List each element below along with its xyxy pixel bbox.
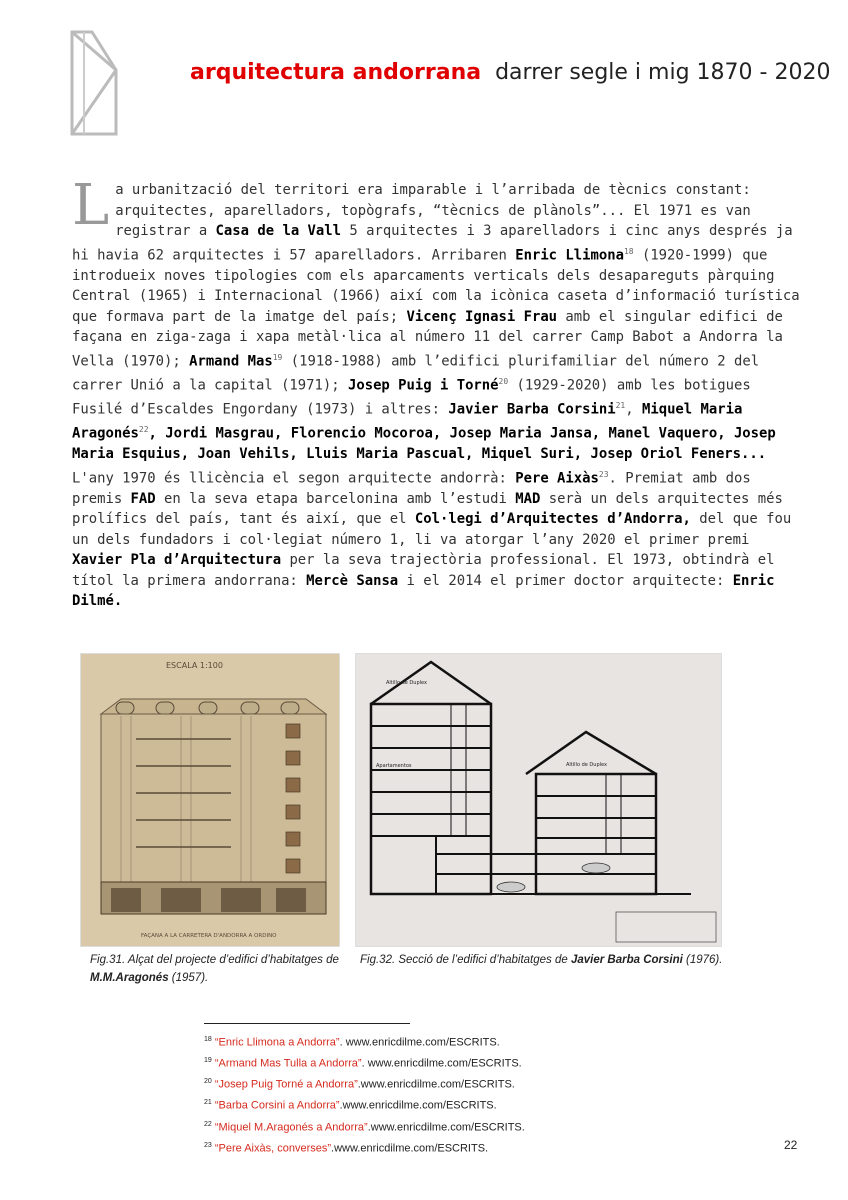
caption-text: Fig.32. Secció de l’edifici d’habitatges de (360, 954, 571, 966)
footnote-ref: 23 (598, 469, 609, 479)
text-seg: (1929-2020) amb les botigues Fusilé d’Escaldes Engordany (1973) i altres: (72, 377, 751, 418)
dropcap: L (72, 173, 110, 238)
text-bold: Javier Barba Corsini (448, 401, 616, 418)
section-label-top2: Altillo de Duplex (566, 762, 607, 768)
footnote-item: $^{20}$ “Josep Puig Torné a Andorra”.www.enricdilme.com/ESCRITS. (204, 1078, 515, 1091)
figure-facade-drawing (80, 653, 340, 947)
section-illustration (356, 654, 721, 946)
text-bold: Armand Mas (189, 353, 273, 370)
text-seg: del que fou un dels fundadors i col·legiat número 1, li va atorgar l’any 2020 el primer premi (72, 511, 792, 548)
caption-author: M.M.Aragonés (90, 972, 169, 984)
footnote-ref: 18 (623, 246, 634, 256)
text-bold: FAD (130, 490, 156, 507)
text-bold: Mercè Sansa (306, 572, 399, 589)
text-bold: Enric Llimona (515, 247, 624, 264)
text-bold: Enric Dilmé. (72, 572, 775, 610)
footnote-link[interactable]: “Josep Puig Torné a Andorra” (214, 1078, 358, 1091)
figure-32-caption (360, 951, 730, 969)
caption-text: (1957). (168, 972, 209, 984)
footnote-item: $^{23}$ “Pere Aixàs, converses”.www.enricdilme.com/ESCRITS. (204, 1141, 489, 1155)
text-bold: Col·legi d’Arquitectes d’Andorra, (414, 511, 691, 528)
text-seg: (1918-1988) amb l’edifici plurifamiliar del número 2 del carrer Unió a la capital (1971); (72, 353, 760, 394)
text-seg: serà un dels arquitectes més prolífics del país, tant és així, que el (72, 490, 783, 528)
main-paragraph (72, 173, 802, 612)
text-bold: Vicenç Ignasi Frau (406, 308, 558, 325)
footnote-item: $^{18}$ “Enric Llimona a Andorra”. www.enricdilme.com/ESCRITS. (204, 1036, 500, 1049)
footnote-link[interactable]: “Barba Corsini a Andorra” (214, 1100, 340, 1113)
caption-text: Fig.31. Alçat del projecte d’edifici d’habitatges de (90, 954, 339, 966)
footnote-link[interactable]: “Armand Mas Tulla a Andorra” (214, 1057, 362, 1070)
footnote-item: $^{21}$ “Barba Corsini a Andorra”.www.enricdilme.com/ESCRITS. (204, 1099, 497, 1113)
footnotes (204, 1031, 525, 1158)
facade-bottom-label: FAÇANA A LA CARRETERA D'ANDORRA A ORDINO (141, 933, 277, 939)
footnote-link[interactable]: “Enric Llimona a Andorra” (214, 1036, 340, 1049)
text-bold: Xavier Pla d’Arquitectura (72, 552, 282, 569)
page-number: 22 (784, 1138, 798, 1152)
text-bold: Josep Puig i Torné (347, 377, 499, 394)
header-title-rest: darrer segle i mig 1870 - 2020 (495, 60, 831, 85)
scale-label: ESCALA 1:100 (166, 661, 223, 670)
figure-31-caption (90, 951, 340, 987)
footnote-link[interactable]: “Pere Aixàs, converses” (214, 1142, 332, 1155)
text-seg: a urbanització del territori era imparable i l’arribada de tècnics constant: arquitectes, aparelladors, topògrafs, “tècnics de plànols”... El 1971 es van registrar a (115, 182, 751, 239)
section-label-apt: Apartamentos (376, 763, 412, 769)
text-seg: per la seva trajectòria professional. El 1973, obtindrà el títol la primera andorrana: (72, 552, 775, 589)
text-seg: 5 arquitectes i 3 aparelladors i cinc anys després ja hi havia 62 arquitectes i 57 aparelladors. Arribaren (72, 223, 793, 264)
page-header (190, 60, 830, 85)
text-bold: Miquel Maria Aragonés (72, 401, 743, 442)
facade-illustration (81, 654, 339, 946)
text-bold: MAD (515, 490, 541, 507)
text-seg: , (625, 401, 642, 418)
caption-author: Javier Barba Corsini (570, 954, 683, 966)
section-label-top: Altillo de Duplex (386, 680, 427, 686)
text-seg: L'any 1970 és llicència el segon arquitecte andorrà: (72, 470, 516, 487)
footnote-ref: 20 (498, 376, 509, 386)
text-seg: . Premiat amb dos premis (72, 470, 751, 507)
text-bold: Pere Aixàs (515, 470, 599, 487)
logo-icon (70, 30, 118, 136)
footnote-item: $^{22}$ “Miquel M.Aragonés a Andorra”.www.enricdilme.com/ESCRITS. (204, 1120, 525, 1134)
footnote-ref: 22 (138, 425, 149, 434)
caption-text: (1976). (682, 954, 723, 966)
text-bold: , Jordi Masgrau, Florencio Mocoroa, Josep Maria Jansa, Manel Vaquero, Josep Maria Esquius, Joan Vehils, Lluis Maria Pascual, Miquel Suri, Josep Oriol Feners... (72, 425, 776, 463)
footnote-link[interactable]: “Miquel M.Aragonés a Andorra” (214, 1121, 368, 1134)
text-seg: en la seva etapa barcelonina amb l’estudi (155, 490, 516, 507)
text-seg: amb el singular edifici de façana en ziga-zaga i xapa metàl·lica al número 11 del carrer Camp Babot a Andorra la Vella (1970); (72, 308, 783, 370)
footnote-item: $^{19}$ “Armand Mas Tulla a Andorra”. www.enricdilme.com/ESCRITS. (204, 1057, 522, 1070)
footnote-divider (204, 1023, 410, 1024)
header-title-red: arquitectura andorrana (190, 60, 482, 85)
footnote-ref: 21 (615, 400, 626, 410)
text-seg: i el 2014 el primer doctor arquitecte: (398, 572, 733, 589)
footnote-ref: 19 (272, 352, 283, 362)
figure-section-drawing (355, 653, 722, 947)
text-seg: (1920-1999) que introdueix noves tipologies com els aparcaments verticals dels desapareguts pàrquing Central (1965) i Internacional (1966) així com la icònica caseta d’informació turística que formava part de la imatge del país; (72, 247, 800, 325)
text-bold: Casa de la Vall (215, 223, 341, 239)
